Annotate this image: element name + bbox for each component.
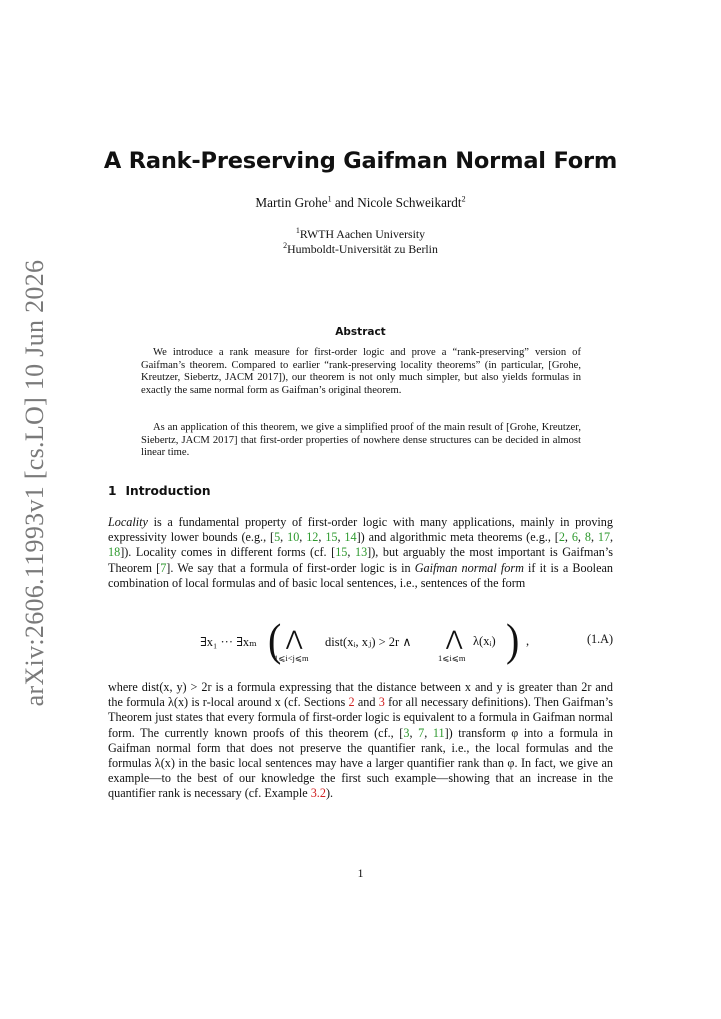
citation-link[interactable]: 18 — [108, 545, 121, 560]
text-run: , — [347, 545, 355, 560]
text-run: ]), but arguably the most important is Gaifman’s Theorem [ — [108, 545, 614, 575]
text-run: if it is a Boolean combination of local formulas and of basic local sentences, i.e., sentences of the form — [108, 560, 613, 590]
arxiv-identifier: arXiv:2606.11993v1 [cs.LO] 10 Jun 2026 — [20, 259, 49, 707]
text-run: , — [564, 530, 572, 545]
display-formula — [108, 613, 613, 668]
affiliations — [0, 227, 721, 256]
affiliation-line — [0, 227, 721, 242]
formula-dist-term: dist(xᵢ, xⱼ) > 2r ∧ — [325, 635, 412, 649]
emphasis-text: Locality — [108, 515, 148, 529]
text-run: , — [280, 530, 288, 545]
cross-reference-link[interactable]: 3.2 — [310, 786, 326, 801]
text-run: , — [337, 530, 345, 545]
equation-number: (1.A) — [586, 632, 613, 646]
citation-link[interactable]: 14 — [344, 530, 357, 545]
formula-left-paren: ( — [268, 613, 282, 666]
text-run: , — [590, 530, 598, 545]
paper-title: A Rank-Preserving Gaifman Normal Form — [103, 148, 618, 174]
citation-link[interactable]: 3 — [403, 725, 410, 740]
text-run: and — [354, 695, 379, 710]
citation-link[interactable]: 7 — [160, 560, 167, 575]
author-name: Nicole Schweikardt — [357, 195, 462, 210]
formula-comma: , — [526, 634, 530, 648]
citation-link[interactable]: 11 — [432, 725, 445, 740]
emphasis-text: Gaifman normal form — [414, 560, 524, 575]
text-run: ). — [325, 786, 334, 801]
formula-subscript: 1⩽i<j⩽m — [274, 653, 309, 663]
text-run: , — [299, 530, 307, 545]
author-conjunction: and — [331, 195, 358, 210]
text-run: , — [409, 725, 419, 740]
affiliation-name: Humboldt-Universität zu Berlin — [287, 241, 438, 256]
cross-reference-link[interactable]: 2 — [348, 695, 355, 710]
text-run: ]. We say that a formula of first-order logic is in — [166, 560, 415, 575]
text-run: , — [577, 530, 585, 545]
cross-reference-link[interactable]: 3 — [378, 695, 385, 710]
formula-subscript: 1⩽i⩽m — [438, 653, 466, 663]
text-run: , — [610, 530, 614, 545]
affiliation-mark: 1 — [327, 194, 332, 204]
author-line — [0, 195, 721, 211]
citation-link[interactable]: 13 — [354, 545, 368, 560]
text-run: for all necessary definitions). Then Gaifman’s Theorem just states that every formula of first-order logic is equivalent to a formula in Gaifman normal form. The currently known proofs of this theorem (cf., [ — [108, 695, 613, 740]
body-paragraph — [108, 515, 613, 591]
affiliation-name: RWTH Aachen University — [299, 227, 426, 241]
affiliation-mark: 1 — [295, 226, 300, 236]
page-number: 1 — [357, 866, 364, 880]
section-heading — [108, 484, 211, 498]
text-run: ]). Locality comes in different forms (cf. [ — [120, 545, 336, 560]
text-run: ]) and algorithmic meta theorems (e.g., [ — [356, 530, 559, 545]
section-title: Introduction — [125, 484, 211, 498]
citation-link[interactable]: 10 — [287, 530, 300, 545]
formula-right-paren: ) — [506, 613, 520, 666]
abstract-paragraph: As an application of this theorem, we give a simplified proof of the main result of [Grohe, Kreutzer, Siebertz, JACM 2017] that first-order properties of nowhere dense structures can be decided in almost linear time. — [141, 422, 581, 459]
abstract-heading: Abstract — [335, 326, 386, 338]
affiliation-mark: 2 — [283, 240, 288, 250]
formula-big-wedge: ⋀ — [286, 628, 303, 650]
text-run: ]) transform φ into a formula in Gaifman normal form that does not preserve the quantifier rank, i.e., the local formulas and the formulas λ(x) in the basic local sentences may have a larger quantifier rank than φ. In fact, we give an example—to the best of our knowledge the first such example—showing that an increase in the quantifier rank is necessary (cf. Example — [108, 725, 614, 801]
citation-link[interactable]: 8 — [584, 530, 591, 545]
text-run: is a fundamental property of first-order logic with many applications, mainly in proving expressivity lower bounds (e.g., [ — [108, 515, 613, 545]
citation-link[interactable]: 17 — [597, 530, 611, 545]
formula-lambda-term: λ(xᵢ) — [473, 634, 496, 648]
body-paragraph — [108, 680, 613, 802]
citation-link[interactable]: 2 — [558, 530, 565, 545]
formula-prefix: ∃x₁ ··· ∃xₘ — [200, 635, 257, 649]
text-run: , — [424, 725, 433, 740]
text-run: where dist(x, y) > 2r is a formula expressing that the distance between x and y is greater than 2r and the formula λ(x) is r-local around x (cf. Sections — [108, 680, 613, 710]
citation-link[interactable]: 12 — [306, 530, 319, 545]
affiliation-line — [0, 242, 721, 257]
citation-link[interactable]: 15 — [325, 530, 338, 545]
formula-big-wedge: ⋀ — [446, 628, 463, 650]
citation-link[interactable]: 6 — [571, 530, 578, 545]
section-number: 1 — [108, 484, 117, 498]
author-name: Martin Grohe — [255, 195, 328, 210]
abstract-paragraph: We introduce a rank measure for first-order logic and prove a “rank-preserving” version of Gaifman’s theorem. Compared to earlier “rank-preserving locality theorems” (in particular, [Grohe, Kreutzer, Siebertz, JACM 2017]), our theorem is not only much simpler, but also yields formulas in exactly the same normal form as Gaifman’s original theorem. — [141, 347, 581, 397]
text-run: , — [318, 530, 326, 545]
citation-link[interactable]: 7 — [418, 725, 425, 740]
citation-link[interactable]: 5 — [274, 530, 281, 545]
citation-link[interactable]: 15 — [335, 545, 348, 560]
affiliation-mark: 2 — [461, 194, 466, 204]
